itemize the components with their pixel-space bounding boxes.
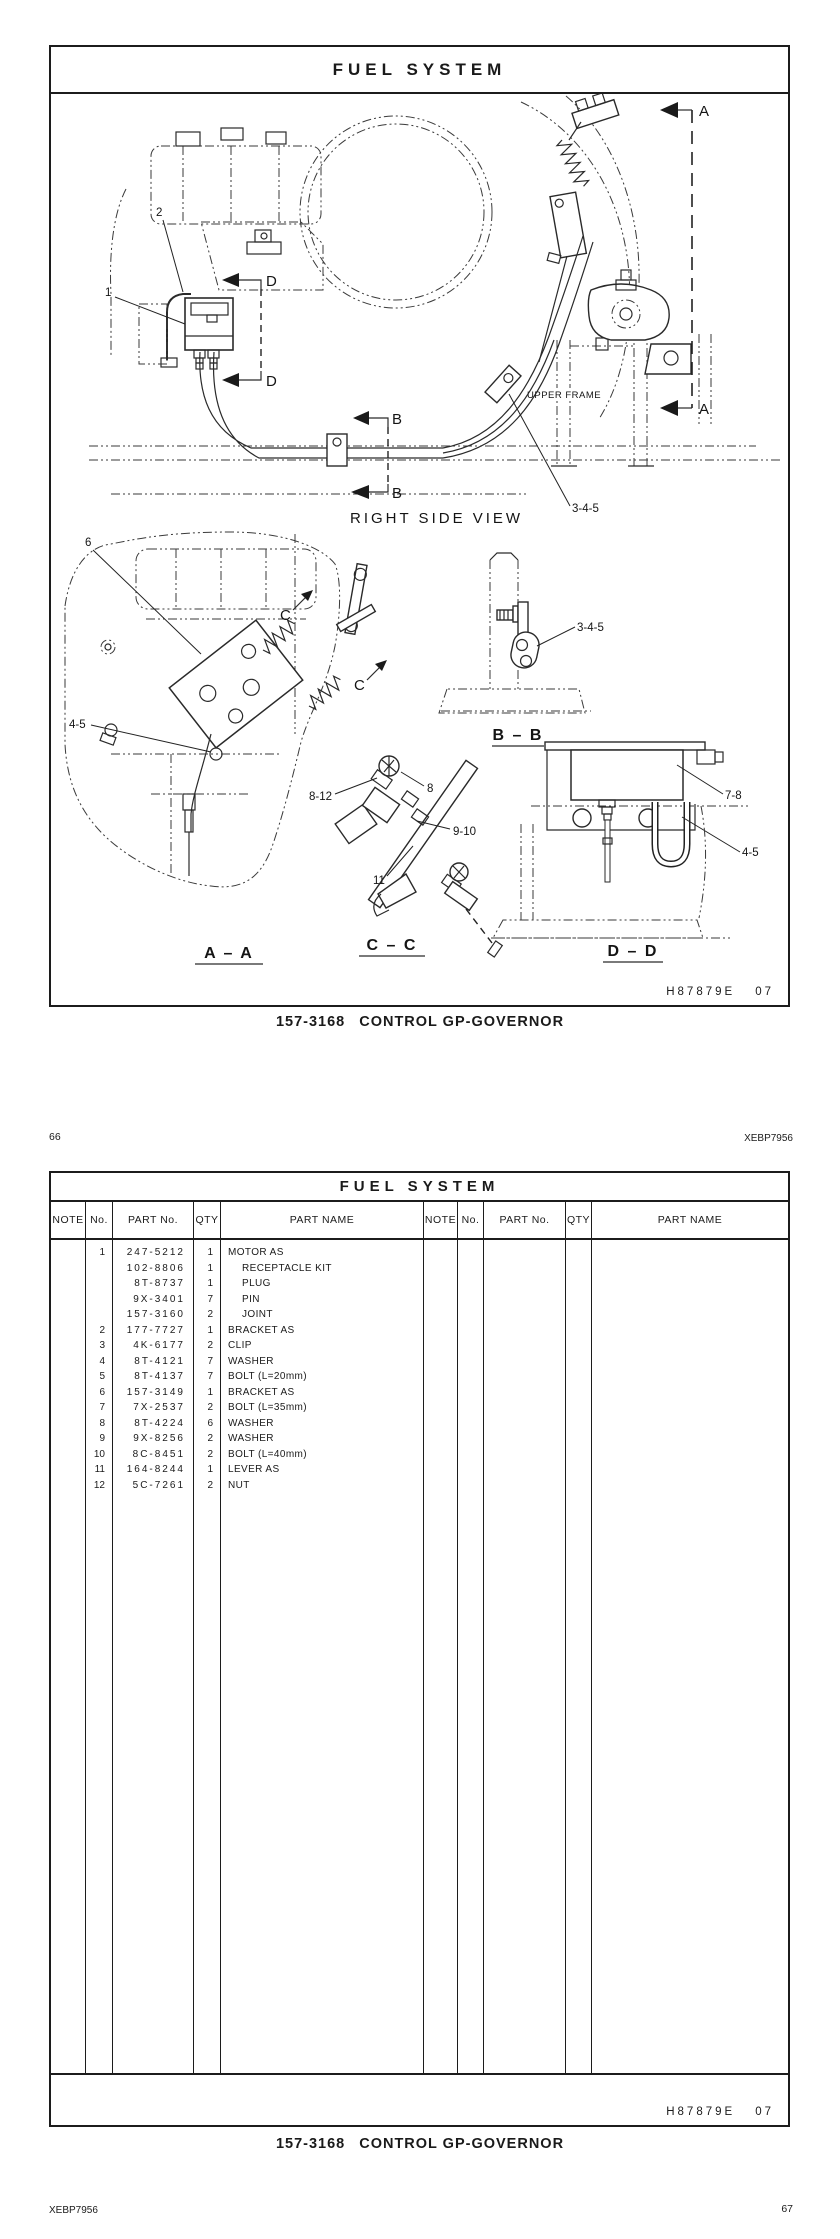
actuator-spring: [556, 137, 590, 189]
table-col-part-number-right: [484, 1240, 566, 2073]
page1-doc-code: XEBP7956: [744, 1133, 793, 1144]
cell-name: NUT: [228, 1479, 250, 1491]
arrow-label-b-bottom: B: [392, 485, 403, 502]
cell-note: [51, 1385, 85, 1401]
cell-name: LEVER AS: [228, 1464, 280, 1476]
page1-number: 66: [49, 1131, 61, 1143]
callout-6: 6: [85, 537, 92, 549]
cell-part: 8C-8451: [132, 1448, 185, 1460]
cell-name: CLIP: [228, 1340, 252, 1352]
cell-part: 164-8244: [126, 1464, 185, 1476]
cell-qty: 2: [207, 1309, 213, 1321]
cell-note: [51, 1431, 85, 1447]
callout-2: 2: [156, 207, 163, 219]
parts-table-page: [49, 1171, 790, 2127]
cell-part: 8T-8737: [134, 1278, 185, 1290]
arrow-label-d-top: D: [266, 273, 277, 290]
cell-note: [51, 1462, 85, 1478]
cell-qty: 1: [207, 1386, 213, 1398]
cell-name: BRACKET AS: [228, 1324, 295, 1336]
cell-note: [51, 1478, 85, 1494]
cell-qty: 2: [207, 1340, 213, 1352]
cell-qty: 1: [207, 1278, 213, 1290]
plate-footer: [666, 986, 774, 998]
cell-part: 8T-4121: [134, 1355, 185, 1367]
col-header-no2: No.: [458, 1202, 484, 1238]
caption-part-number: 157-3168: [275, 2136, 346, 2152]
section-cc-drawing: [309, 756, 502, 957]
cell-note: [51, 1307, 85, 1323]
cell-no: [86, 1292, 112, 1308]
section-label-aa: A – A: [204, 945, 254, 962]
plate-footer: [666, 2106, 774, 2118]
cell-name: MOTOR AS: [228, 1247, 284, 1259]
cell-qty: 2: [207, 1479, 213, 1491]
col-header-part2: PART No.: [484, 1202, 566, 1238]
col-header-note2: NOTE: [424, 1202, 458, 1238]
table-col-part-number: [113, 1240, 194, 2073]
upper-frame-label: UPPER FRAME: [527, 390, 602, 401]
cell-no: [86, 1261, 112, 1277]
section-bb-drawing: [439, 553, 604, 746]
cell-no: 3: [99, 1340, 105, 1352]
cell-qty: 1: [207, 1324, 213, 1336]
flywheel-housing-circle: [300, 116, 492, 308]
cell-qty: 7: [207, 1293, 213, 1305]
callout-9-10: 9-10: [453, 826, 477, 838]
arrow-label-d-bottom: D: [266, 373, 277, 390]
table-col-qty-right: [566, 1240, 592, 2073]
section-label-dd: D – D: [607, 943, 659, 960]
governor-diagram: [51, 94, 788, 1005]
callout-3-4-5-bb: 3-4-5: [577, 622, 604, 634]
cell-name: WASHER: [228, 1417, 274, 1429]
diagram-page: [49, 45, 790, 1007]
cell-qty: 6: [207, 1417, 213, 1429]
cell-part: 8T-4224: [134, 1417, 185, 1429]
cell-no: 11: [94, 1464, 105, 1476]
cell-part: 5C-7261: [132, 1479, 185, 1491]
callout-11: 11: [373, 875, 385, 887]
cell-name: BOLT (L=20mm): [228, 1371, 308, 1383]
cell-qty: 7: [207, 1355, 213, 1367]
section-aa-drawing: [65, 532, 387, 964]
callout-8: 8: [427, 783, 434, 795]
section-arrow-b: [351, 411, 402, 502]
cell-part: 157-3149: [126, 1386, 185, 1398]
plate-revision: 07: [755, 2106, 774, 2118]
cell-no: 12: [93, 1479, 105, 1491]
governor-motor-assembly: [139, 222, 323, 369]
arrow-label-c-bottom: C: [354, 677, 365, 694]
callout-4-5-dd: 4-5: [742, 847, 759, 859]
diagram-area: [51, 94, 788, 1005]
cell-part: 9X-3401: [133, 1293, 185, 1305]
table-header-row: [51, 1202, 788, 1240]
page2-doc-code: XEBP7956: [49, 2205, 98, 2216]
cell-note: [51, 1369, 85, 1385]
callout-1: 1: [105, 287, 112, 299]
right-side-view-drawing: [89, 94, 781, 527]
caption-part-name: CONTROL GP-GOVERNOR: [359, 2136, 565, 2152]
actuator-assembly: [539, 94, 691, 374]
col-header-qty2: QTY: [566, 1202, 592, 1238]
cell-part: 177-7727: [126, 1324, 185, 1336]
caption-part-number: 157-3168: [275, 1014, 346, 1030]
arrow-label-b-top: B: [392, 411, 403, 428]
col-header-note: NOTE: [51, 1202, 86, 1238]
table-body: [51, 1240, 788, 2075]
view-label: RIGHT SIDE VIEW: [350, 510, 524, 527]
cell-qty: 2: [207, 1448, 213, 1460]
cell-part: 247-5212: [126, 1247, 185, 1259]
col-header-part: PART No.: [113, 1202, 194, 1238]
cell-qty: 1: [207, 1262, 213, 1274]
cell-part: 157-3160: [126, 1309, 185, 1321]
cell-name: WASHER: [228, 1433, 274, 1445]
cell-note: [51, 1447, 85, 1463]
cell-note: [51, 1323, 85, 1339]
table-col-note: [51, 1240, 86, 2073]
cable-clamp-bb: [497, 602, 541, 670]
plate-code: H87879E: [666, 986, 736, 998]
table-col-part-name-right: [592, 1240, 788, 2073]
cell-note: [51, 1292, 85, 1308]
cell-no: [86, 1276, 112, 1292]
cell-part: 8T-4137: [134, 1371, 185, 1383]
cell-qty: 1: [207, 1464, 213, 1476]
cell-qty: 2: [207, 1402, 213, 1414]
page-title: FUEL SYSTEM: [51, 47, 788, 94]
table-col-no-right: [458, 1240, 484, 2073]
table-col-qty: [194, 1240, 221, 2073]
cell-no: 7: [99, 1402, 105, 1414]
col-header-name2: PART NAME: [657, 1214, 723, 1226]
cell-qty: 7: [207, 1371, 213, 1383]
cell-note: [51, 1245, 85, 1261]
cell-no: 2: [99, 1324, 105, 1336]
cell-name: RECEPTACLE KIT: [242, 1262, 332, 1274]
caption-part-name: CONTROL GP-GOVERNOR: [359, 1014, 565, 1030]
cell-part: 7X-2537: [133, 1402, 185, 1414]
cell-no: 9: [99, 1433, 105, 1445]
table-col-part-name: [221, 1240, 424, 2073]
cell-no: 6: [99, 1386, 105, 1398]
arrow-label-a-top: A: [699, 103, 710, 120]
cell-part: 102-8806: [126, 1262, 185, 1274]
bolt-head-hatched-top: [371, 756, 399, 789]
page-title: FUEL SYSTEM: [51, 1173, 788, 1202]
cell-name: JOINT: [242, 1309, 273, 1321]
cell-name: BRACKET AS: [228, 1386, 295, 1398]
col-header-no: No.: [86, 1202, 113, 1238]
cell-name: BOLT (L=40mm): [228, 1448, 308, 1460]
cell-part: 4K-6177: [133, 1340, 185, 1352]
col-header-qty: QTY: [194, 1202, 221, 1238]
cell-name: PLUG: [242, 1278, 271, 1290]
callout-7-8: 7-8: [725, 790, 742, 802]
cell-note: [51, 1400, 85, 1416]
section-label-bb: B – B: [492, 727, 544, 744]
cell-no: 10: [93, 1448, 105, 1460]
callout-4-5-aa: 4-5: [69, 719, 86, 731]
cell-note: [51, 1276, 85, 1292]
callout-3-4-5: 3-4-5: [572, 503, 599, 515]
table-col-note-right: [424, 1240, 458, 2073]
plate-revision: 07: [755, 986, 774, 998]
page1-caption: [0, 1014, 840, 1030]
col-header-name: PART NAME: [221, 1202, 424, 1238]
plate-code: H87879E: [666, 2106, 736, 2118]
cell-no: 4: [99, 1355, 105, 1367]
cell-name: WASHER: [228, 1355, 274, 1367]
arrow-label-a-bottom: A: [699, 401, 710, 418]
cell-note: [51, 1416, 85, 1432]
cell-no: 5: [99, 1371, 105, 1383]
cell-note: [51, 1354, 85, 1370]
page2-caption: [0, 2136, 840, 2152]
cell-no: [86, 1307, 112, 1323]
section-dd-drawing: [491, 742, 759, 962]
control-cables: [200, 236, 593, 466]
cell-note: [51, 1338, 85, 1354]
cell-name: PIN: [242, 1293, 260, 1305]
cell-qty: 1: [207, 1247, 213, 1259]
section-label-cc: C – C: [366, 937, 418, 954]
cell-name: BOLT (L=35mm): [228, 1402, 308, 1414]
cell-part: 9X-8256: [133, 1433, 185, 1445]
arrow-label-c-top: C: [280, 607, 291, 624]
cable-loop: [655, 802, 687, 864]
table-col-no: [86, 1240, 113, 2073]
callout-8-12: 8-12: [309, 791, 333, 803]
table-footer-strip: [51, 2075, 788, 2125]
cable-clamp: [485, 365, 521, 402]
page2-number: 67: [781, 2203, 793, 2215]
cell-qty: 2: [207, 1433, 213, 1445]
cell-no: 8: [99, 1417, 105, 1429]
cell-no: 1: [99, 1247, 105, 1259]
cell-note: [51, 1261, 85, 1277]
